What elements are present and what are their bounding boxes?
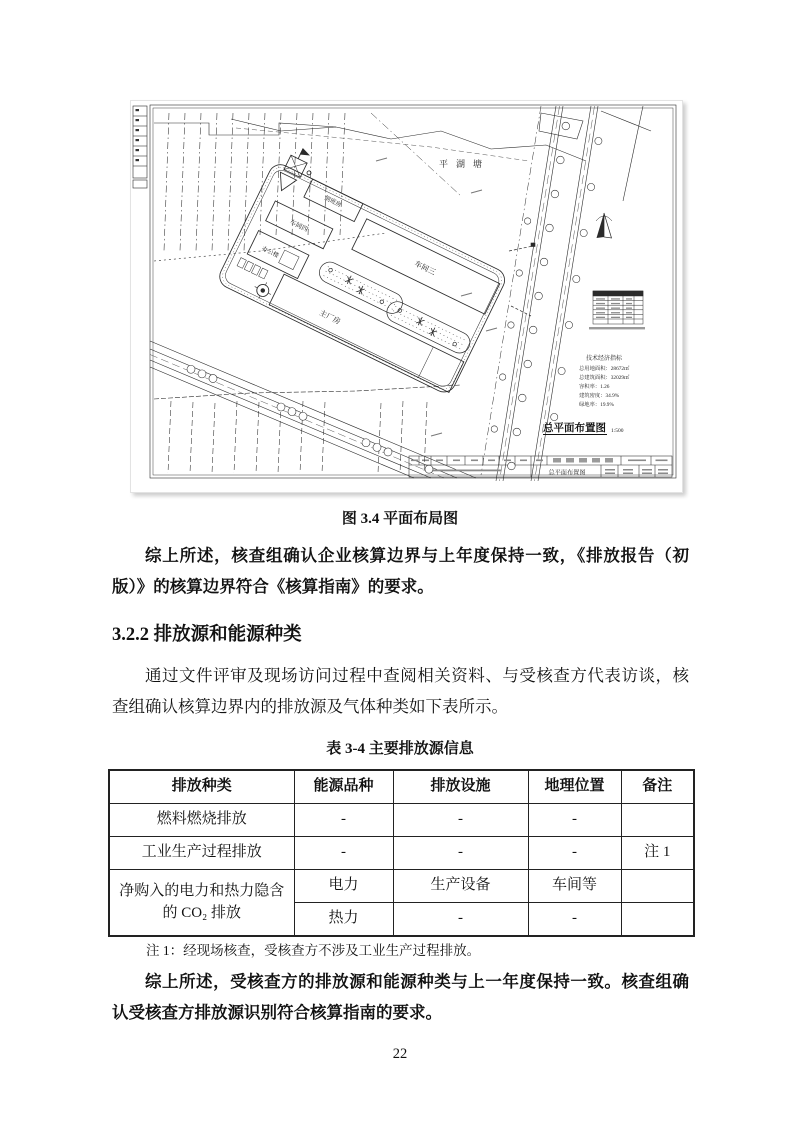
table-header-row	[109, 770, 694, 804]
cell: -	[528, 804, 621, 837]
figure-caption: 图 3.4 平面布局图	[341, 511, 459, 527]
cell-merged: 净购入的电力和热力隐含的 CO₂ 排放	[109, 870, 294, 937]
cell: 热力	[294, 903, 393, 937]
cell: 生产设备	[393, 870, 528, 903]
site-plan-figure	[130, 100, 683, 493]
plan-title-group	[543, 421, 624, 435]
plan-indicator-line: 总用地面积：28672㎡	[579, 366, 630, 372]
cell: -	[393, 903, 528, 937]
col-header: 排放种类	[109, 770, 294, 804]
col-header: 排放设施	[393, 770, 528, 804]
plan-mini-table	[589, 291, 645, 329]
cell: -	[393, 804, 528, 837]
plan-indicators-title: 技术经济指标	[586, 356, 623, 362]
label-main-plant: 主厂房	[317, 308, 342, 327]
table-row	[109, 837, 694, 870]
plan-indicators	[579, 354, 630, 408]
target-symbol	[251, 278, 275, 302]
table-row	[109, 804, 694, 837]
factory-compound	[216, 140, 519, 396]
paragraph-sources-conclusion: 综上所述，受核查方的排放源和能源种类与上一年度保持一致。核查组确认受核查方排放源识别符合核算指南的要求。	[112, 972, 689, 1022]
cell: 车间等	[528, 870, 621, 903]
col-header: 能源品种	[294, 770, 393, 804]
cell	[621, 804, 694, 837]
cell: 电力	[294, 870, 393, 903]
green-strip-1	[316, 259, 406, 317]
label-workshop3: 车间三	[413, 258, 438, 277]
paragraph-emission-sources: 通过文件评审及现场访问过程中查阅相关资料、与受核查方代表访谈，核查组确认核算边界内的排放源及气体种类如下表所示。	[112, 666, 689, 716]
cell: 工业生产过程排放	[109, 837, 294, 870]
gatehouse	[273, 144, 319, 199]
green-strip-2	[383, 298, 473, 356]
cell: 燃料燃烧排放	[109, 804, 294, 837]
cell: 注 1	[621, 837, 694, 870]
table-row	[109, 870, 694, 903]
plan-scale: 1:500	[611, 428, 624, 434]
plan-indicator-line: 绿地率：19.9%	[579, 402, 614, 408]
emission-source-table	[108, 769, 695, 937]
cell: -	[528, 903, 621, 937]
plan-indicator-line: 总建筑面积：32029㎡	[579, 375, 630, 381]
cell: -	[393, 837, 528, 870]
table-caption: 表 3-4 主要排放源信息	[326, 741, 474, 757]
plan-title: 总平面布置图	[543, 423, 606, 434]
label-river: 平湖塘	[439, 159, 491, 169]
site-plan-svg	[131, 101, 682, 492]
cell	[621, 870, 694, 903]
cell: -	[294, 804, 393, 837]
label-office: 办公楼	[260, 246, 280, 260]
plan-indicator-line: 建筑密度：34.9%	[579, 393, 620, 399]
label-shift-house: 倒班房	[323, 195, 342, 209]
plan-indicator-line: 容积率：1.26	[579, 384, 610, 390]
section-heading: 3.2.2 排放源和能源种类	[112, 625, 302, 645]
cell: -	[528, 837, 621, 870]
north-arrow-icon	[596, 213, 612, 238]
page-number: 22	[392, 1046, 408, 1062]
paragraph-boundary-conclusion: 综上所述，核查组确认企业核算边界与上年度保持一致，《排放报告（初版）》的核算边界符合《核算指南》的要求。	[112, 546, 689, 596]
table-note: 注 1：经现场核查，受核查方不涉及工业生产过程排放。	[146, 943, 481, 958]
col-header: 地理位置	[528, 770, 621, 804]
col-header: 备注	[621, 770, 694, 804]
titleblock-drawing-name: 总平面布置图	[548, 469, 586, 477]
cell	[621, 903, 694, 937]
parking-row	[237, 258, 268, 279]
label-workshop4: 车间四	[288, 218, 309, 234]
cell: -	[294, 837, 393, 870]
